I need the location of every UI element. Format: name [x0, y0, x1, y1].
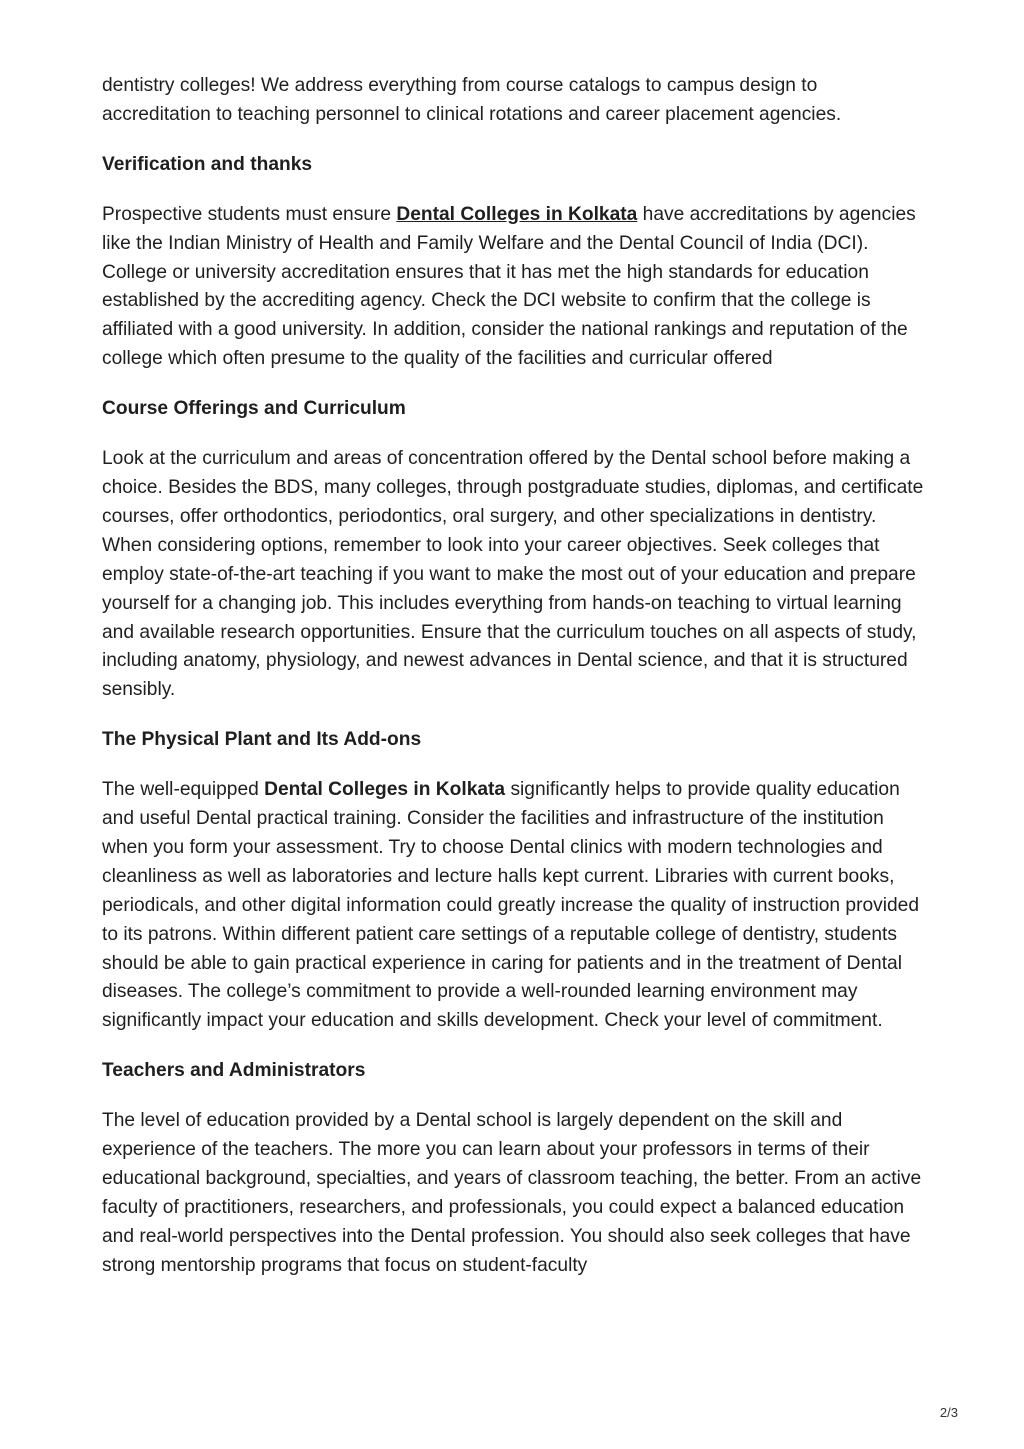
section-heading-physical-plant: The Physical Plant and Its Add-ons	[102, 729, 422, 751]
physical-plant-text-after: significantly helps to provide quality education and useful Dental practical training. Consider the facilities and infrastructure of the institution when you form your assessment. Try to choose Dental clinics with modern technologies and cleanliness as well as laboratories and lecture halls kept current. Libraries with current books, periodicals, and other digital information could greatly increase the quality of instruction provided to its patrons. Within different patient care settings of a reputable college of dentistry, students should be able to gain practical experience in caring for patients and in the treatment of Dental diseases. The college’s commitment to provide a well-rounded learning environment may significantly impact your education and skills development. Check your level of commitment.	[102, 779, 919, 1032]
section-heading-verification: Verification and thanks	[102, 153, 313, 175]
document-body	[102, 72, 924, 1281]
physical-plant-paragraph	[102, 776, 924, 1036]
page-number: 2/3	[939, 1405, 958, 1420]
dental-colleges-kolkata-link[interactable]: Dental Colleges in Kolkata	[396, 203, 638, 225]
verification-text-before: Prospective students must ensure	[102, 203, 397, 225]
verification-text-after: have accreditations by agencies like the Indian Ministry of Health and Family Welfare and the Dental Council of India (DCI). College or university accreditation ensures that it has met the high standards for education established by the accrediting agency. Check the DCI website to confirm that the college is affiliated with a good university. In addition, consider the national rankings and reputation of the college which often presume to the quality of the facilities and curricular offered	[102, 203, 916, 370]
section-heading-teachers: Teachers and Administrators	[102, 1060, 366, 1082]
physical-plant-text-before: The well-equipped	[102, 779, 265, 801]
section-heading-curriculum: Course Offerings and Curriculum	[102, 398, 406, 420]
verification-paragraph	[102, 201, 924, 374]
teachers-paragraph: The level of education provided by a Dental school is largely dependent on the skill and experience of the teachers. The more you can learn about your professors in terms of their educational background, specialties, and years of classroom teaching, the better. From an active faculty of practitioners, researchers, and professionals, you could expect a balanced education and real-world perspectives into the Dental profession. You should also seek colleges that have strong mentorship programs that focus on student-faculty	[102, 1110, 922, 1276]
curriculum-paragraph: Look at the curriculum and areas of concentration offered by the Dental school before making a choice. Besides the BDS, many colleges, through postgraduate studies, diplomas, and certificate courses, offer orthodontics, periodontics, oral surgery, and other specializations in dentistry. When considering options, remember to look into your career objectives. Seek colleges that employ state-of-the-art teaching if you want to make the most out of your education and prepare yourself for a changing job. This includes everything from hands-on teaching to virtual learning and available research opportunities. Ensure that the curriculum touches on all aspects of study, including anatomy, physiology, and newest advances in Dental science, and that it is structured sensibly.	[102, 448, 924, 701]
physical-plant-bold-text: Dental Colleges in Kolkata	[264, 779, 506, 801]
intro-paragraph: dentistry colleges! We address everything from course catalogs to campus design to accreditation to teaching personnel to clinical rotations and career placement agencies.	[102, 75, 842, 125]
